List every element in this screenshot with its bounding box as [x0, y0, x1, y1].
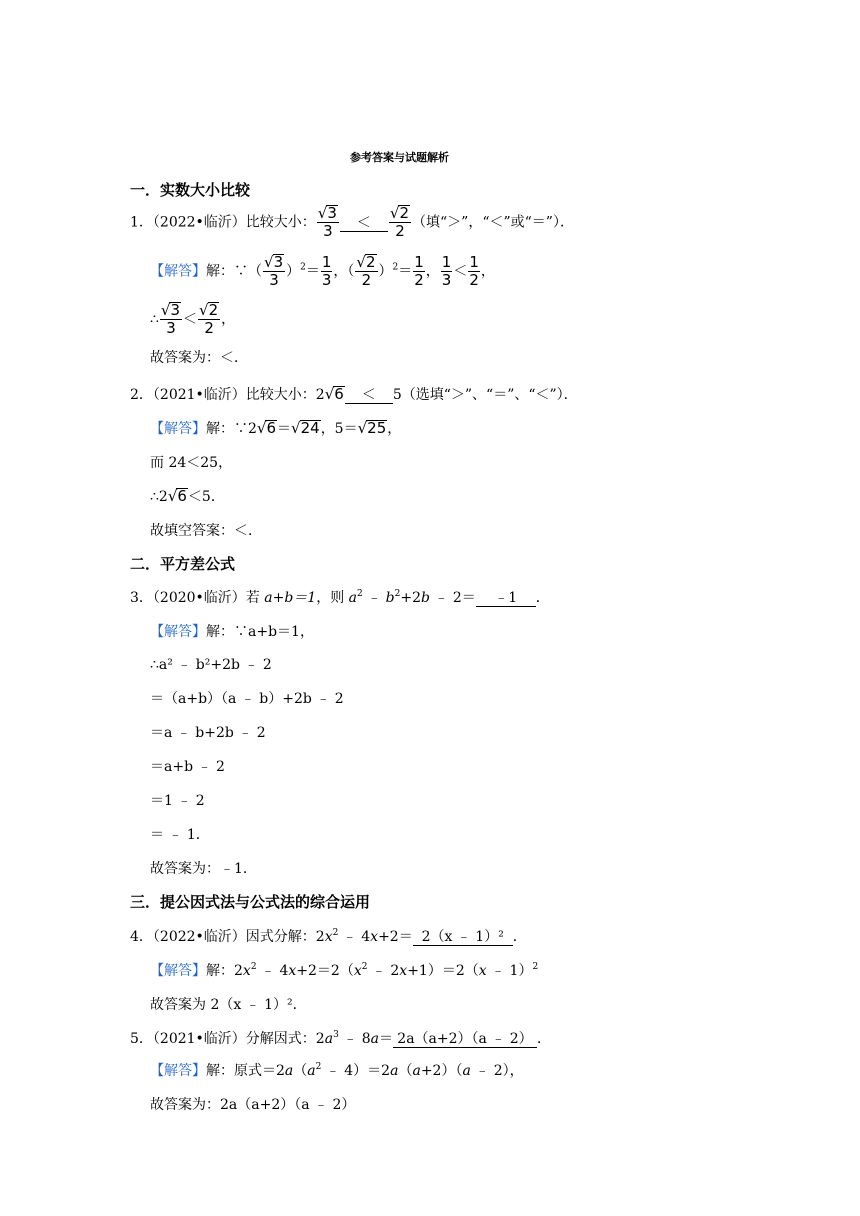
- document-title: 参考答案与试题解析: [350, 151, 449, 164]
- solution-4-line-1: 【解答】解：$2x^2$ ﹣ $4x+2=2(x^2$ ﹣ 2x+1）＝2（x ﹣ 1）$^2$: [150, 962, 539, 979]
- question-1-prefix: 1．（2022•临沂）比较大小：: [130, 214, 316, 231]
- solution-3-step-4: ＝a+b ﹣ 2: [150, 759, 225, 775]
- solution-3-step-3: ＝a ﹣ b+2b ﹣ 2: [150, 725, 266, 741]
- section-heading-3: 三．提公因式法与公式法的综合运用: [130, 893, 371, 911]
- solution-2-line-2: 而 24＜25，: [150, 455, 233, 471]
- solution-5-final: 故答案为：2a（a+2）（a ﹣ 2）: [150, 1097, 356, 1113]
- question-1-suffix: （填“＞”，“＜”或“＝”）．: [412, 214, 574, 231]
- fraction-sqrt2-over-2: $\frac{√2}{2}$: [389, 204, 410, 240]
- solution-1-line-2: ∴ $\frac{√3}{3}$ ＜ $\frac{√2}{2}$ ，: [150, 301, 236, 337]
- solution-3-line-1: 【解答】解：∵a+b＝1，: [150, 624, 314, 640]
- solution-1-text: 解：∵（: [206, 263, 262, 280]
- question-4: 4．（2022•临沂）因式分解：$2x^2$ ﹣ 4x+2＝ 2（x ﹣ 1）² ．: [130, 928, 527, 945]
- therefore-symbol: ∴: [150, 311, 159, 328]
- solution-2-line-1: 【解答】解：∵2√6＝√24，5＝√25，: [150, 419, 402, 437]
- solution-2-final: 故填空答案：＜．: [150, 523, 262, 539]
- solution-3-text: 解：∵a+b＝1，: [206, 624, 314, 640]
- question-5: 5．（2021•临沂）分解因式：$2a^3$ ﹣ 8a＝ 2a（a+2）（a ﹣ 2） ．: [130, 1030, 551, 1047]
- solution-5-line-1: 【解答】解：原式$=2a(a^2$ ﹣ 4）＝2a（a+2）（a ﹣ 2），: [150, 1062, 524, 1079]
- answer-blank-3: ﹣1: [476, 591, 536, 607]
- question-2-prefix: 2．（2021•临沂）比较大小：2: [130, 387, 325, 403]
- answer-blank-4: 2（x ﹣ 1）²: [413, 930, 513, 946]
- answer-blank-2: ＜: [345, 388, 393, 404]
- solution-3-step-2: ＝（a+b）（a ﹣ b）+2b ﹣ 2: [150, 691, 344, 707]
- question-3-condition: a+b＝1: [264, 590, 317, 606]
- answer-blank-5: 2a（a+2）（a ﹣ 2）: [393, 1032, 537, 1048]
- solution-tag: 【解答】: [150, 421, 206, 437]
- solution-3-step-1: ∴a² ﹣ b²+2b ﹣ 2: [150, 657, 272, 673]
- solution-3-step-5: ＝1 ﹣ 2: [150, 793, 205, 809]
- question-3: 3．（2020•临沂）若 a+b＝1，则 $a^2$ ﹣ $b^2+2b$ ﹣ 2＝ ﹣1 ．: [130, 589, 550, 606]
- answer-blank-1: ＜: [340, 216, 388, 232]
- solution-3-step-6: ＝ ﹣ 1．: [150, 827, 210, 843]
- question-1: [130, 205, 574, 240]
- solution-tag: 【解答】: [150, 263, 206, 280]
- question-2: 2．（2021•临沂）比较大小：2√6 ＜ 5（选填“＞”、“＝”、“＜”）．: [130, 385, 578, 403]
- solution-1-line-1: 【解答】解：∵（ $\frac{√3}{3}$ ）$^2$＝ $\frac{1}{3}$ ，（ $\frac{√2}{2}$ ）$^2$＝ $\frac{1}{2}$ ， $\frac{1}{3}$ ＜ $\frac{1}{2}$ ，: [150, 253, 495, 289]
- section-heading-2: 二．平方差公式: [130, 555, 236, 573]
- question-2-suffix: 5（选填“＞”、“＝”、“＜”）．: [392, 387, 578, 403]
- solution-1-final: 故答案为：＜．: [150, 350, 248, 366]
- solution-2-line-3: ∴2√6＜5．: [150, 487, 225, 505]
- solution-2-text: 解：∵2: [206, 421, 257, 437]
- solution-4-final: 故答案为 2（x ﹣ 1）²．: [150, 997, 307, 1013]
- section-heading-1: 一．实数大小比较: [130, 181, 251, 199]
- fraction-sqrt3-over-3: $\frac{√3}{3}$: [317, 204, 337, 240]
- solution-3-final: 故答案为：﹣1．: [150, 861, 257, 877]
